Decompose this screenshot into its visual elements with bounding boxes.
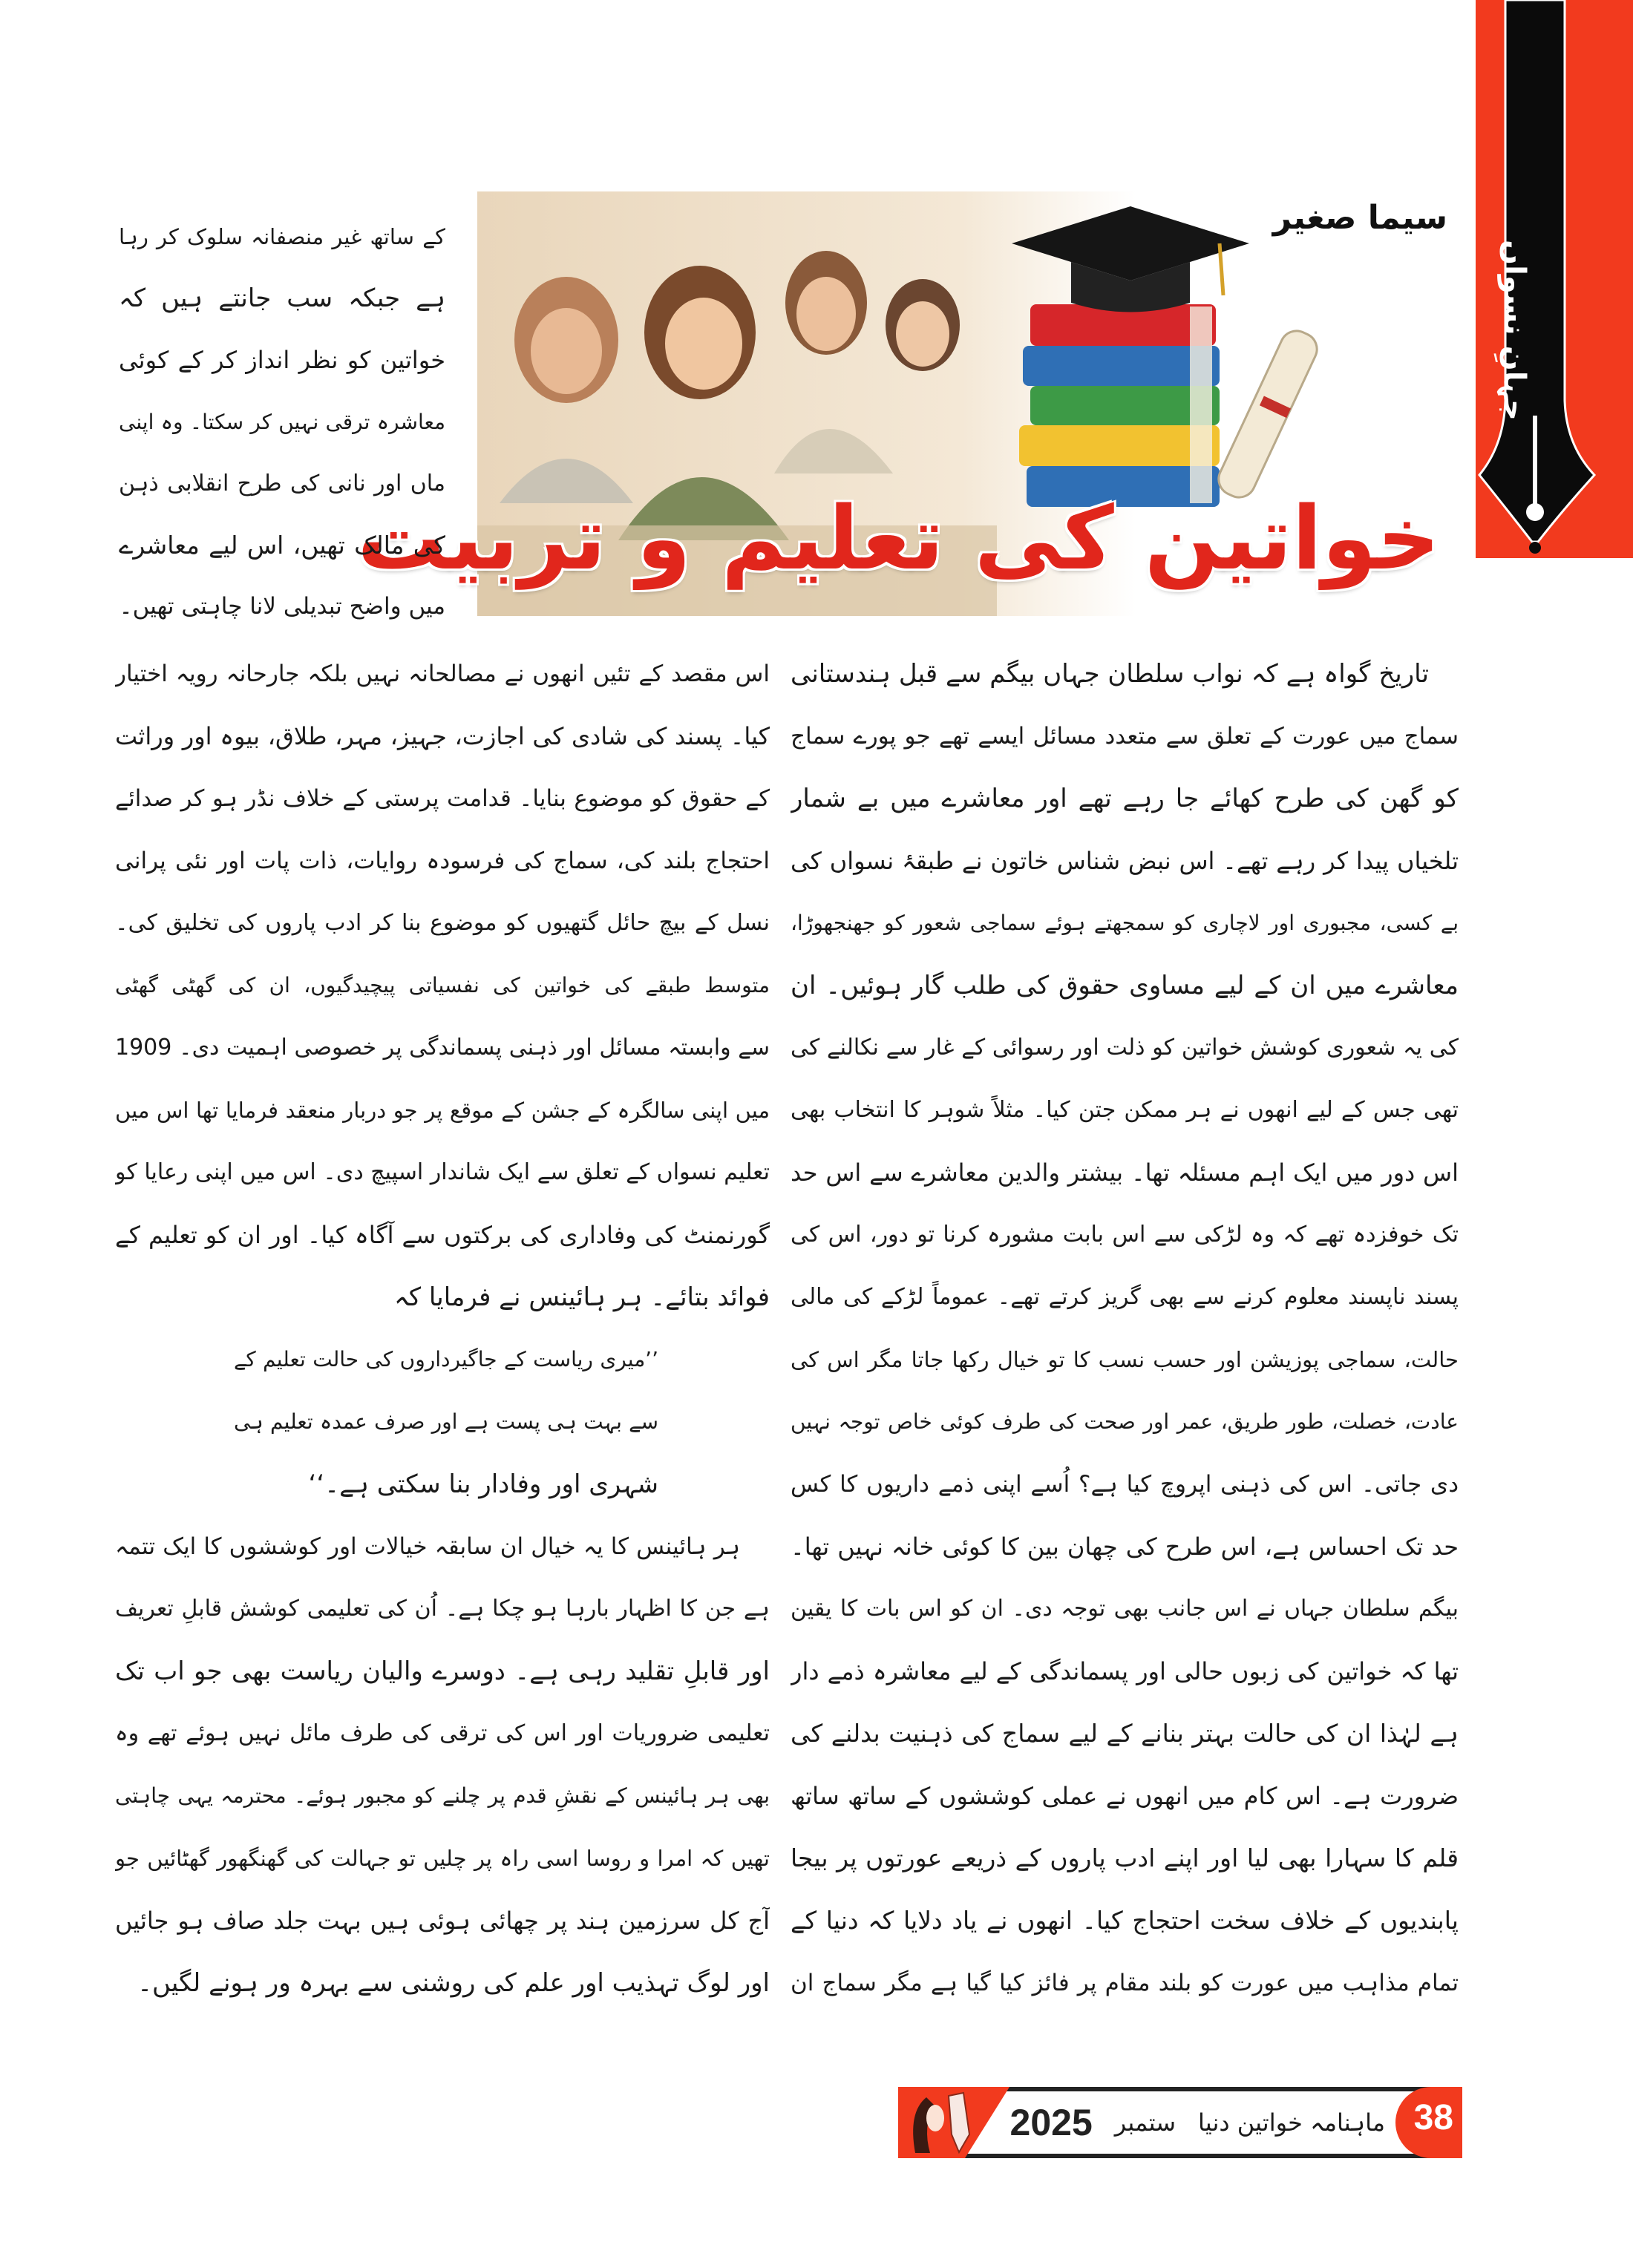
text-line: گورنمنٹ کی وفاداری کی برکتوں سے آگاہ کیا۔ اور ان کو تعلیم کے (115, 1221, 770, 1249)
text-line: میں اپنی سالگرہ کے جشن کے موقع پر جو دربار منعقد فرمایا تھا اس میں (115, 1098, 770, 1123)
text-line: ضرورت ہے۔ اس کام میں انھوں نے عملی کوششوں کے ساتھ ساتھ (791, 1782, 1459, 1810)
text-line: بے کسی، مجبوری اور لاچاری کو سمجھتے ہوئے سماجی شعور کو جھنجھوڑا، (791, 911, 1459, 935)
issue-year: 2025 (1009, 2102, 1093, 2143)
section-label (1485, 239, 1544, 422)
text-line: اس مقصد کے تئیں انھوں نے مصالحانہ نہیں بلکہ جارحانہ رویہ اختیار (115, 661, 770, 687)
text-line: تعلیمی ضروریات اور اس کی ترقی کی طرف مائل نہیں ہوئے تھے وہ (115, 1720, 770, 1746)
text-line: تاریخ گواہ ہے کہ نواب سلطان جہاں بیگم سے قبل ہندستانی (791, 659, 1429, 689)
right-column (791, 643, 1459, 2014)
text-line: نسل کے بیچ حائل گتھیوں کو موضوع بنا کر ادب پاروں کی تخلیق کی۔ (115, 910, 770, 936)
text-line: اس دور میں ایک اہم مسئلہ تھا۔ بیشتر والدین معاشرے سے اس حد (791, 1158, 1459, 1187)
text-line: شہری اور وفادار بنا سکتی ہے۔‘‘ (308, 1469, 658, 1499)
text-line: کو گھن کی طرح کھائے جا رہے تھے اور معاشرے میں بے شمار (791, 784, 1459, 813)
text-line: ہے جن کا اظہار بارہا ہو چکا ہے۔ اُن کی تعلیمی کوشش قابلِ تعریف (115, 1596, 770, 1622)
text-line: اور قابلِ تقلید رہی ہے۔ دوسرے والیان ریاست بھی جو اب تک (115, 1656, 770, 1686)
page-footer (898, 2087, 1462, 2158)
text-line: فوائد بتائے۔ ہر ہائینس نے فرمایا کہ (394, 1282, 770, 1312)
magazine-logo-icon (904, 2090, 986, 2155)
text-line: تمام مذاہب میں عورت کو بلند مقام پر فائز کیا گیا ہے مگر سماج ان (791, 1970, 1459, 1996)
text-line: تھیں کہ امرا و روسا اسی راہ پر چلیں تو جہالت کی گھنگھور گھٹائیں جو (115, 1846, 770, 1871)
text-line: ہے جبکہ سب جانتے ہیں کہ (119, 284, 445, 313)
text-line: دی جاتی۔ اس کی ذہنی اپروچ کیا ہے؟ اُسے اپنی ذمے داریوں کا کس (791, 1471, 1459, 1498)
text-line: احتجاج بلند کی، سماج کی فرسودہ روایات، ذات پات اور نئی پرانی (115, 848, 770, 874)
text-line: تھی جس کے لیے انھوں نے ہر ممکن جتن کیا۔ مثلاً شوہر کا انتخاب بھی (791, 1097, 1459, 1123)
text-line: کے ساتھ غیر منصفانہ سلوک کر رہا (119, 224, 445, 249)
text-line: حالت، سماجی پوزیشن اور حسب نسب کا تو خیال رکھا جاتا مگر اس کی (791, 1347, 1459, 1372)
text-line: آج کل سرزمین ہند پر چھائی ہوئی ہیں بہت جلد صاف ہو جائیں (115, 1907, 770, 1935)
author-name: سیما صغیر (1272, 199, 1447, 237)
article-title: خواتین کی تعلیم و تربیت (357, 487, 1440, 589)
text-line: اور لوگ تہذیب اور علم کی روشنی سے بہرہ ور ہونے لگیں۔ (137, 1968, 770, 1998)
page-number: 38 (1413, 2098, 1453, 2137)
text-line: پسند ناپسند معلوم کرنے سے بھی گریز کرتے تھے۔ عموماً لڑکے کی مالی (791, 1284, 1459, 1310)
text-line: تھا کہ خواتین کی زبوں حالی اور پسماندگی کے لیے معاشرہ ذمے دار (791, 1657, 1459, 1685)
issue-month: ستمبر (1114, 2108, 1177, 2137)
text-line: بیگم سلطان جہاں نے اس جانب بھی توجہ دی۔ ان کو اس بات کا یقین (791, 1596, 1459, 1622)
text-line: کیا۔ پسند کی شادی کی اجازت، جہیز، مہر، طلاق، بیوہ اور وراثت (115, 722, 770, 750)
text-line: حد تک احساس ہے، اس طرح کی چھان بین کا کوئی خانہ نہیں تھا۔ (791, 1533, 1459, 1561)
left-column (115, 643, 770, 2014)
footer-issue-info (995, 2091, 1385, 2154)
text-line: کی مالک تھیں، اس لیے معاشرے (119, 531, 445, 560)
text-line: ’’میری ریاست کے جاگیرداروں کی حالت تعلیم کے (234, 1347, 658, 1371)
text-line: سماج میں عورت کے تعلق سے متعدد مسائل ایسے تھے جو پورے سماج (791, 723, 1459, 750)
text-line: قلم کا سہارا بھی لیا اور اپنے ادب پاروں کے ذریعے عورتوں پر بیجا (791, 1843, 1459, 1872)
magazine-name: ماہنامہ خواتین دنیا (1198, 2108, 1385, 2137)
text-line: سے بہت ہی پست ہے اور صرف عمدہ تعلیم ہی (234, 1409, 658, 1434)
text-line: کے حقوق کو موضوع بنایا۔ قدامت پرستی کے خلاف نڈر ہو کر صدائے (115, 785, 770, 812)
text-line: میں واضح تبدیلی لانا چاہتی تھیں۔ (119, 593, 445, 620)
text-line: تلخیاں پیدا کر رہے تھے۔ اس نبض شناس خاتون نے طبقۂ نسواں کی (791, 847, 1459, 875)
text-line: سے وابستہ مسائل اور ذہنی پسماندگی پر خصوصی اہمیت دی۔ 1909 (115, 1035, 770, 1061)
text-line: عادت، خصلت، طور طریق، عمر اور صحت کی طرف کوئی خاص توجہ نہیں (791, 1409, 1459, 1434)
text-line: ہے لہٰذا ان کی حالت بہتر بنانے کے لیے سماج کی ذہنیت بدلنے کی (791, 1719, 1459, 1748)
section-label-text: جہانِ نسواں (1497, 239, 1531, 422)
text-line: معاشرے میں ان کے لیے مساوی حقوق کی طلب گار ہوئیں۔ ان (791, 971, 1459, 1000)
text-line: معاشرہ ترقی نہیں کر سکتا۔ وہ اپنی (119, 410, 445, 434)
text-line: پابندیوں کے خلاف سخت احتجاج کیا۔ انھوں نے یاد دلایا کہ دنیا کے (791, 1906, 1459, 1935)
text-line: تک خوفزدہ تھے کہ وہ لڑکی سے اس بابت مشورہ کرنا تو دور، اس کی (791, 1222, 1459, 1248)
top-left-column (119, 206, 445, 638)
text-line: متوسط طبقے کی خواتین کی نفسیاتی پیچیدگیوں، ان کی گھٹی گھٹی (115, 973, 770, 997)
text-line: ماں اور نانی کی طرح انقلابی ذہن (119, 471, 445, 496)
text-line: بھی ہر ہائینس کے نقشِ قدم پر چلنے کو مجبور ہوئے۔ محترمہ یہی چاہتی (115, 1783, 770, 1808)
text-line: کی یہ شعوری کوشش خواتین کو ذلت اور رسوائی کے غار سے نکالنے کی (791, 1035, 1459, 1061)
text-line: تعلیم نسواں کے تعلق سے ایک شاندار اسپیچ دی۔ اس میں اپنی رعایا کو (115, 1159, 770, 1185)
text-line: خواتین کو نظر انداز کر کے کوئی (119, 346, 445, 374)
text-line: ہر ہائینس کا یہ خیال ان سابقہ خیالات اور کوششوں کا ایک تتمہ (115, 1533, 740, 1560)
